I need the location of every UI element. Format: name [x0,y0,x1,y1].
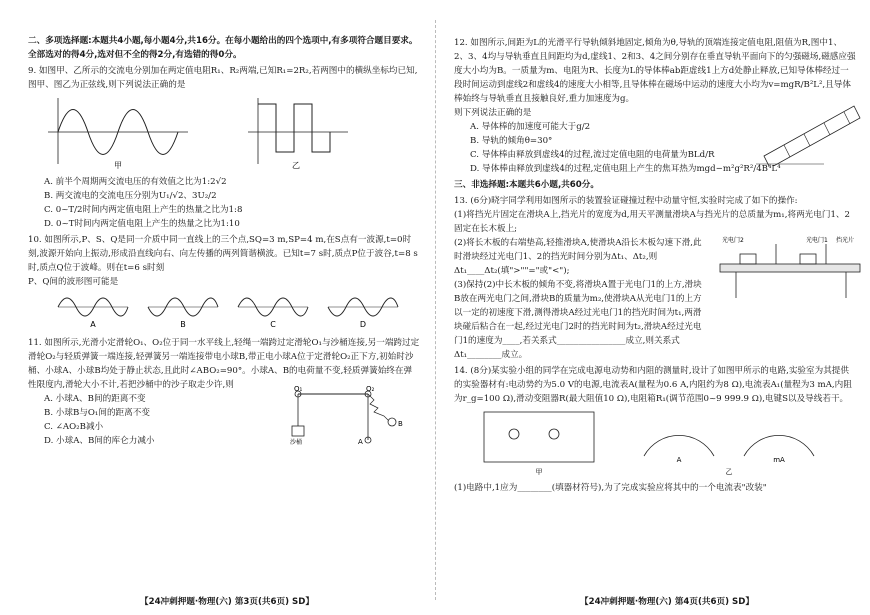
meter-label-ma: mA [773,456,785,464]
question-9-figures [28,92,408,170]
question-14-figures [454,406,854,476]
fig-a-caption: 甲 [114,161,122,170]
milliammeter-dial [744,435,814,456]
q9-option-d[interactable]: D. 0~T时间内两定值电阻上产生的热量之比为1:10 [44,219,240,229]
question-12 [454,36,856,176]
q10-wave-c [238,298,308,329]
page-divider [435,20,436,600]
question-14 [454,364,856,495]
label-b: B [398,420,403,428]
section-title-non-choice: 三、非选择题:本题共6小题,共60分。 [454,180,599,190]
q12-option-a[interactable]: A. 导体棒的加速度可能大于g/2 [470,122,591,132]
label-sand-bucket: 沙桶 [290,439,303,446]
question-10 [28,233,420,334]
fig-b-square-wave [258,104,330,152]
q12-option-b[interactable]: B. 导轨的倾角θ=30° [470,136,553,146]
spring [368,394,388,420]
q10-choice-a[interactable]: A [90,320,96,329]
q10-wave-a [58,298,128,329]
fig-a-caption-14: 甲 [535,468,543,476]
meter-label-a: A [676,456,682,464]
label-light-blocker: 挡光片 [836,237,855,244]
q10-wave-d [328,298,398,329]
q10-choice-b[interactable]: B [180,320,186,329]
question-10-wave-options [28,289,408,329]
q14-line-1: 14. (8分)某实验小组的同学在完成电源电动势和内阻的测量时,设计了如图甲所示的电路,实验室为其提供的实验器材有:电动势约为5.0 V的电源,电流表A(量程为0.6 A,内阻约为8 Ω),电流表A₁(量程为3 mA,内阻为r_g=100 Ω),滑动变阻器R(最大阻值10 Ω),电阻箱R₁(调节范围0~9 999.9 Ω),电键S以及导线若干。 [454,366,852,404]
question-11 [28,336,420,448]
question-13-figure [716,234,866,304]
page-right [440,0,870,615]
question-10-stem-2: P、Q间的波形图可能是 [28,277,119,287]
question-12-stem-2: 则下列说法正确的是 [454,108,532,118]
ammeter-a-dial [644,435,714,456]
label-o2: O₂ [366,386,375,393]
q13-line-3: (2)将长木板的右端垫高,轻推滑块A,使滑块A沿长木板勾速下滑,此时滑块经过光电门1、2的挡光时间分别为Δt₁、Δt₂,则Δt₁____Δt₂(填">""="或"<"); [454,238,702,276]
page-left [0,0,430,615]
question-10-stem: 10. 如图所示,P、S、Q是同一介质中同一直线上的三个点,SQ=3 m,SP=4 m,在S点有一波源,t=0时刻,波源开始向上振动,形成沿直线向右、向左传播的两列简谐横波。已知t=7 s时,质点P位于波谷,t=8 s时,质点Q位于波峰。则在t=6 s时刻 [28,235,418,273]
question-12-figure [754,86,864,166]
q13-line-4: (3)保持(2)中长木板的倾角不变,将滑块A置于光电门1的上方,滑块B放在两光电门之间,滑块B的质量为m₂,使滑块A从光电门1的上方以一定的初速度下滑,测得滑块A经过光电门1的挡光时间为t₁,两滑块碰后粘合在一起,经过光电门2时的挡光时间为t₂,滑块A经过光电门1的速度为____,若关系式________________成立,则关系式Δt₁________成立。 [454,280,702,360]
q9-option-c[interactable]: C. 0~T/2时间内两定值电阻上产生的热量之比为1:8 [44,205,243,215]
label-gate-2: 光电门2 [722,237,744,244]
long-board [720,264,860,272]
sand-bucket [292,426,304,436]
q10-choice-d[interactable]: D [359,320,367,329]
slider-a [740,254,756,264]
question-9 [28,64,420,231]
fig-b-caption-14: 乙 [725,468,733,476]
slider-b [800,254,816,264]
q9-option-b[interactable]: B. 两交流电的交流电压分别为U₁/√2、3U₂/2 [44,191,217,201]
q11-option-b[interactable]: B. 小球B与O₁间的距离不变 [44,408,150,418]
q11-option-a[interactable]: A. 小球A、B间的距离不变 [44,394,146,404]
q11-option-c[interactable]: C. ∠AO₂B减小 [44,422,104,432]
circuit-diagram [484,412,594,462]
q12-option-d[interactable]: D. 导体棒由释放到虚线4的过程,定值电阻上产生的焦耳热为mgd−m²g²R²/4B⁴L⁴ [470,164,781,174]
fig-b-caption: 乙 [292,161,300,170]
q14-sub-question-1: (1)电路中,1应为________(填器材符号),为了完成实验应将其中的一个电流表"改装" [454,483,767,493]
q11-option-d[interactable]: D. 小球A、B间的库仑力减小 [44,436,155,446]
question-12-stem: 12. 如图所示,间距为L的光滑平行导轨倾斜地固定,倾角为θ,导轨的顶端连接定值电阻,阻值为R,图中1、2、3、4均与导轨垂直且间距均为d,虚线1、2和3、4之间分别存在垂直导轨平面向下的匀强磁场,磁感应强度大小均为B。一质量为m、电阻为R、长度为L的导体棒ab距虚线1上方d处静止释放,已知导体棒经过一段时间运动到虚线2和虚线4的速度大小相等,且导体棒在磁场中运动的速度大小均为v=mgR/B²L²,且导体棒始终与导轨垂直且接触良好,重力加速度为g。 [454,38,856,104]
footer-right: 【24冲刺押题·物理(六) 第4页(共6页) SD】 [580,597,754,607]
question-11-figure [288,386,418,446]
q9-option-a[interactable]: A. 前半个周期两交流电压的有效值之比为1:2√2 [44,177,227,187]
footer-left: 【24冲刺押题·物理(六) 第3页(共6页) SD】 [140,597,314,607]
question-9-stem: 9. 如图甲、乙所示的交流电分别加在两定值电阻R₁、R₂两端,已知R₁=2R₂,若两图中的横纵坐标均已知,图甲、图乙为正弦线,则下列说法正确的是 [28,66,418,90]
question-13 [454,194,856,362]
question-11-stem: 11. 如图所示,光滑小定滑轮O₁、O₂位于同一水平线上,轻绳一端跨过定滑轮O₁与沙桶连接,另一端跨过定滑轮O₂与轻质弹簧一端连接,轻弹簧另一端连接带电小球B,带正电小球A位于定滑轮O₂正下方,初始时沙桶、小球A、小球B均处于静止状态,且此时∠ABO₂=90°。小球A、B的电荷量不变,轻质弹簧始终在弹性限度内,滑轮大小不计,若把沙桶中的沙子取走少许,则 [28,338,420,390]
q10-wave-b [148,298,218,329]
q12-option-c[interactable]: C. 导体棒由释放到虚线4的过程,流过定值电阻的电荷量为BLd/R [470,150,715,160]
label-o1: O₁ [294,386,303,393]
label-a: A [358,438,363,446]
q10-choice-c[interactable]: C [270,320,276,329]
ball-b [388,418,396,426]
label-gate-1: 光电门1 [806,237,828,244]
q13-line-2: (1)将挡光片固定在滑块A上,挡光片的宽度为d,用天平测量滑块A与挡光片的总质量为m₁,将两光电门1、2固定在长木板上; [454,210,850,234]
q13-line-1: 13. (6分)晓宇同学利用如图所示的装置验证碰撞过程中动量守恒,实验时完成了如下的操作: [454,196,798,206]
section-title-multiple-choice: 二、多项选择题:本题共4小题,每小题4分,共16分。在每小题给出的四个选项中,有多项符合题目要求。全部选对的得4分,选对但不全的得2分,有选错的得0分。 [28,36,418,60]
